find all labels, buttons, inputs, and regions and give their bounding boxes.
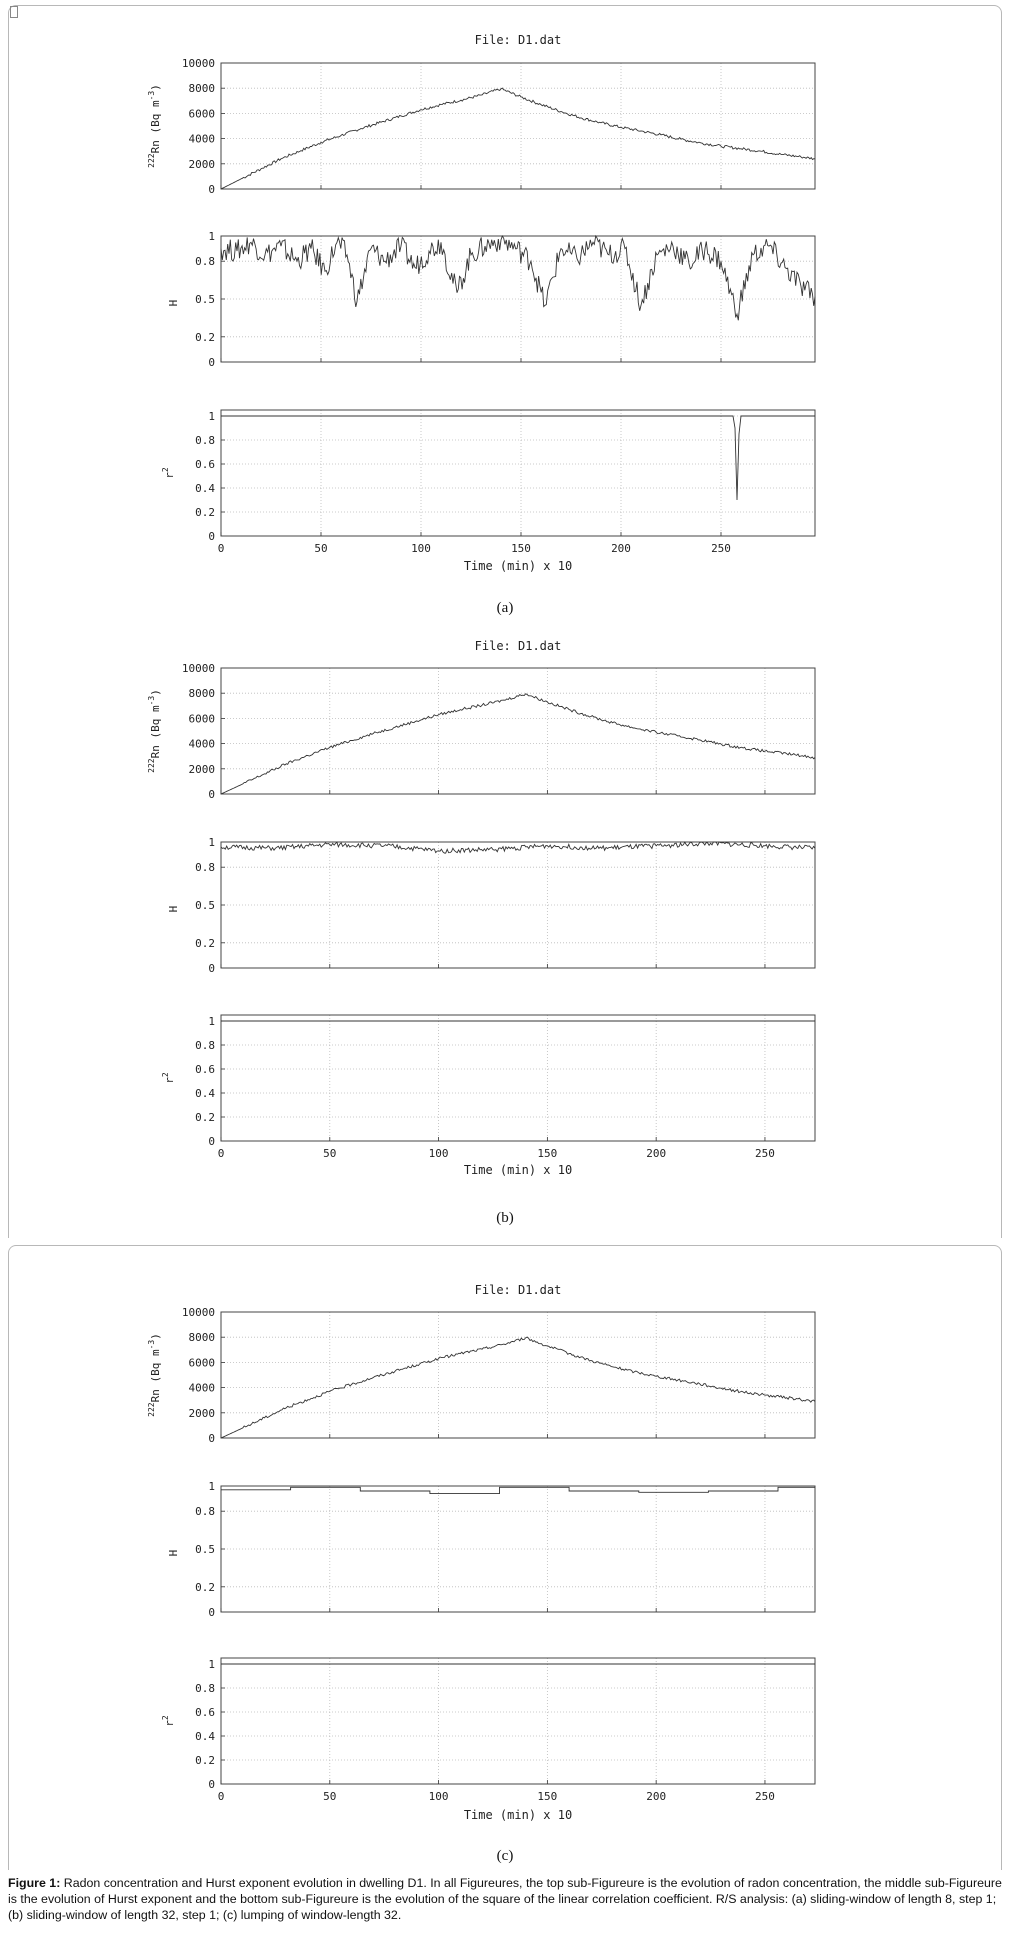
y-tick-label: 0.2	[195, 1580, 215, 1594]
panel-title: File: D1.dat	[474, 639, 562, 653]
y-axis-label-close: )	[149, 1333, 162, 1340]
plot-box	[221, 668, 815, 794]
y-tick-label: 0	[208, 530, 215, 543]
y-axis-label-exp: -3	[147, 695, 156, 706]
y-tick-label: 8000	[188, 1331, 215, 1345]
y-tick-label: 0.2	[195, 936, 215, 950]
series-line-hurst	[221, 1487, 815, 1493]
x-axis-label: Time (min) x 10	[463, 1163, 573, 1177]
x-tick-label: 100	[428, 1147, 449, 1160]
y-tick-label: 6000	[188, 1356, 215, 1370]
y-tick-label: 10000	[181, 57, 215, 70]
y-tick-label: 1	[208, 1480, 215, 1493]
y-tick-label: 2000	[188, 1406, 215, 1420]
plot-box	[221, 1015, 815, 1141]
subplot-hurst	[221, 1486, 815, 1612]
y-tick-label: 10000	[181, 1306, 215, 1319]
y-tick-label: 4000	[188, 1381, 215, 1395]
plot-box	[221, 63, 815, 189]
y-tick-label: 0.6	[195, 458, 215, 471]
subplot-hurst	[221, 842, 815, 968]
y-tick-label: 0.4	[195, 482, 215, 495]
y-axis-label	[161, 1715, 176, 1727]
y-tick-label: 0.2	[195, 1111, 215, 1124]
panel-label-c: (c)	[496, 1848, 514, 1864]
x-tick-label: 0	[217, 1790, 225, 1803]
y-axis-label-main: Rn (Bq m	[149, 705, 162, 759]
y-tick-label: 2000	[188, 157, 215, 171]
y-tick-label: 8000	[188, 687, 215, 701]
x-tick-label: 0	[217, 542, 225, 555]
y-tick-label: 0	[208, 1135, 215, 1148]
y-tick-label: 0.4	[195, 1087, 215, 1100]
subplot-r2	[221, 1015, 815, 1141]
plot-box	[221, 1312, 815, 1438]
y-tick-label: 0.5	[195, 293, 215, 306]
y-tick-label: 0.5	[195, 1543, 215, 1556]
y-tick-label: 0.2	[195, 1754, 215, 1767]
caption-bold: Figure 1:	[8, 1876, 61, 1890]
y-axis-label	[147, 84, 162, 168]
x-tick-label: 150	[511, 542, 531, 555]
y-tick-label: 0.8	[195, 1505, 215, 1519]
subplot-r2	[221, 410, 815, 536]
y-axis-label: H	[167, 905, 180, 913]
subplot-hurst	[221, 236, 815, 362]
y-axis-label: H	[167, 299, 180, 307]
y-axis-label	[161, 1072, 176, 1084]
y-tick-label: 0.8	[195, 255, 215, 269]
x-tick-label: 50	[323, 1147, 337, 1160]
series-line-hurst	[221, 842, 815, 853]
y-axis-label	[147, 1333, 162, 1417]
x-axis-label: Time (min) x 10	[463, 559, 573, 573]
y-tick-label: 1	[208, 836, 215, 849]
y-tick-label: 0.5	[195, 899, 215, 912]
y-axis-label-sup: 222	[147, 1402, 156, 1417]
x-tick-label: 150	[537, 1147, 558, 1160]
y-tick-label: 0.8	[195, 1039, 215, 1052]
x-tick-label: 200	[611, 542, 631, 555]
y-tick-label: 1	[208, 1658, 215, 1671]
y-tick-label: 0	[208, 788, 215, 801]
y-tick-label: 1	[208, 410, 215, 423]
panel-title: File: D1.dat	[474, 33, 562, 47]
y-axis-label-sup: 222	[147, 153, 156, 168]
y-axis-label-close: )	[149, 689, 162, 696]
y-tick-label: 1	[208, 1015, 215, 1028]
y-tick-label: 0.8	[195, 1682, 215, 1695]
series-line-r2	[221, 416, 815, 500]
y-axis-label-exp: -3	[147, 90, 156, 101]
x-tick-label: 50	[323, 1790, 337, 1803]
y-tick-label: 1	[208, 230, 215, 243]
x-tick-label: 100	[428, 1790, 449, 1803]
y-tick-label: 0.8	[195, 434, 215, 447]
y-axis-label-main: r	[163, 1720, 176, 1727]
y-tick-label: 0.2	[195, 506, 215, 519]
x-tick-label: 250	[755, 1147, 775, 1160]
y-axis-label-close: )	[149, 84, 162, 91]
y-tick-label: 0	[208, 962, 215, 975]
y-axis-label	[147, 689, 162, 773]
x-tick-label: 50	[314, 542, 328, 555]
caption-text: Radon concentration and Hurst exponent evolution in dwelling D1. In all Figureures, the top sub-Figureure is the evolution of radon concentration, the middle sub-Figureure is the evolution of Hurst exponent and the bottom sub-Figureure is the evolution of the square of the linear correlation coefficient. R/S analysis: (a) sliding-window of length 8, step 1; (b) sliding-window of length 32, step 1; (c) lumping of window-length 32.	[8, 1876, 1002, 1922]
x-tick-label: 200	[646, 1790, 667, 1803]
panel-label-b: (b)	[496, 1210, 514, 1226]
panel-label-a: (a)	[496, 600, 514, 616]
y-tick-label: 0	[208, 1778, 215, 1791]
x-axis-label: Time (min) x 10	[463, 1808, 573, 1822]
y-axis-label	[161, 467, 176, 479]
series-line-hurst	[221, 236, 815, 320]
y-tick-label: 4000	[188, 737, 215, 751]
figure-caption	[8, 1875, 1002, 1923]
y-tick-label: 0.6	[195, 1706, 215, 1719]
y-tick-label: 0.2	[195, 330, 215, 344]
x-tick-label: 100	[411, 542, 431, 555]
y-tick-label: 0	[208, 1606, 215, 1619]
x-tick-label: 200	[646, 1147, 667, 1160]
subplot-radon	[221, 63, 815, 189]
y-tick-label: 8000	[188, 82, 215, 96]
y-tick-label: 0	[208, 356, 215, 369]
y-tick-label: 2000	[188, 762, 215, 776]
y-tick-label: 0	[208, 183, 215, 196]
y-axis-label-exp: 2	[161, 1715, 170, 1721]
y-tick-label: 0.6	[195, 1063, 215, 1076]
plot-box	[221, 410, 815, 536]
plot-box	[221, 1658, 815, 1784]
y-axis-label-exp: -3	[147, 1339, 156, 1350]
y-tick-label: 0.4	[195, 1730, 215, 1743]
y-tick-label: 0	[208, 1432, 215, 1445]
y-tick-label: 10000	[181, 662, 215, 675]
x-tick-label: 150	[537, 1790, 558, 1803]
y-axis-label-exp: 2	[161, 467, 170, 473]
x-tick-label: 250	[711, 542, 731, 555]
subplot-radon	[221, 668, 815, 794]
subplot-r2	[221, 1658, 815, 1784]
y-axis-label-main: Rn (Bq m	[149, 1349, 162, 1403]
y-tick-label: 4000	[188, 132, 215, 146]
y-axis-label-exp: 2	[161, 1072, 170, 1078]
y-axis-label-main: r	[163, 472, 176, 479]
y-tick-label: 6000	[188, 712, 215, 726]
y-tick-label: 0.8	[195, 861, 215, 875]
panel-title: File: D1.dat	[474, 1283, 562, 1297]
y-axis-label: H	[167, 1549, 180, 1557]
y-axis-label-main: r	[163, 1077, 176, 1084]
y-axis-label-main: Rn (Bq m	[149, 100, 162, 154]
y-tick-label: 6000	[188, 107, 215, 121]
subplot-radon	[221, 1312, 815, 1438]
x-tick-label: 250	[755, 1790, 775, 1803]
x-tick-label: 0	[217, 1147, 225, 1160]
y-axis-label-sup: 222	[147, 758, 156, 773]
